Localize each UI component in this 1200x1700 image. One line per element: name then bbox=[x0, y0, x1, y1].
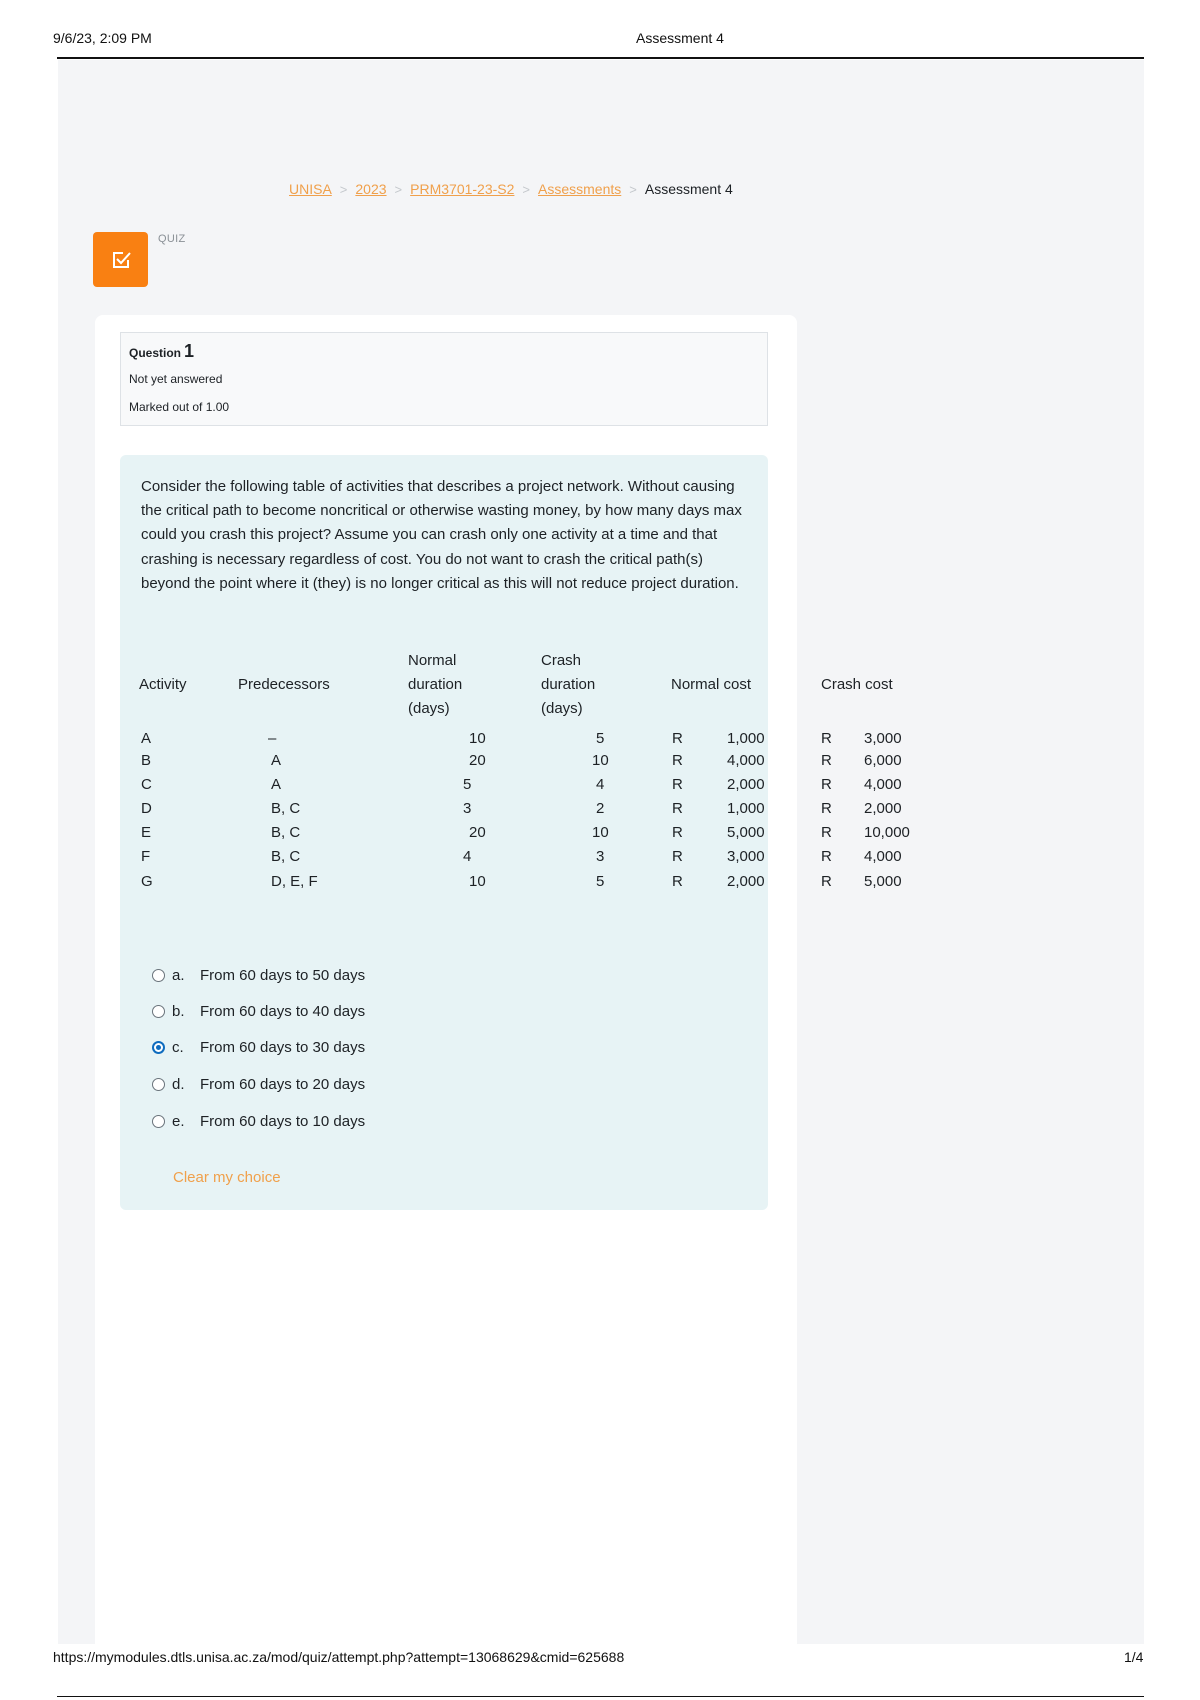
radio-button[interactable] bbox=[152, 1078, 165, 1091]
table-header-normal-duration-1: Normal bbox=[408, 652, 457, 669]
cell-predecessors: D, E, F bbox=[271, 873, 318, 890]
cell-currency: R bbox=[821, 873, 832, 890]
chevron-right-icon: > bbox=[629, 181, 637, 197]
cell-crash-cost: 3,000 bbox=[864, 730, 902, 747]
question-number: Question 1 bbox=[129, 341, 195, 361]
cell-normal-cost: 2,000 bbox=[727, 873, 765, 890]
question-grade: Marked out of 1.00 bbox=[129, 400, 230, 414]
cell-activity: E bbox=[141, 824, 152, 841]
clear-choice-link[interactable]: Clear my choice bbox=[173, 1169, 281, 1186]
cell-crash-duration: 5 bbox=[596, 873, 605, 890]
table-header-activity: Activity bbox=[139, 676, 187, 693]
cell-normal-cost: 1,000 bbox=[727, 730, 765, 747]
table-header-normal-cost: Normal cost bbox=[671, 676, 752, 693]
option-text: From 60 days to 40 days bbox=[200, 1003, 366, 1020]
cell-normal-duration: 10 bbox=[469, 873, 486, 890]
cell-currency: R bbox=[821, 752, 832, 769]
cell-currency: R bbox=[672, 848, 683, 865]
cell-crash-cost: 10,000 bbox=[864, 824, 910, 841]
question-text: Consider the following table of activities that describes a project network. Without causing the critical path to become noncritical or otherwise wasting money, by how many days max could you crash this project? Assume you can crash only one activity at a time and that crashing is necessary regardless of cost. You do not want to crash the critical path(s) beyond the point where it (they) is no longer critical as this will not reduce project duration. bbox=[141, 478, 742, 592]
header-divider bbox=[57, 57, 1144, 59]
cell-crash-cost: 2,000 bbox=[864, 800, 902, 817]
cell-currency: R bbox=[821, 800, 832, 817]
breadcrumb bbox=[289, 181, 733, 197]
cell-normal-duration: 10 bbox=[469, 730, 486, 747]
radio-button-selected[interactable] bbox=[152, 1041, 165, 1054]
cell-crash-duration: 5 bbox=[596, 730, 605, 747]
breadcrumb-link-course[interactable]: PRM3701-23-S2 bbox=[410, 181, 515, 197]
table-header-predecessors: Predecessors bbox=[238, 676, 330, 693]
activity-table bbox=[120, 455, 910, 1210]
option-letter: c. bbox=[172, 1039, 184, 1056]
answer-option-a[interactable] bbox=[152, 967, 365, 984]
cell-crash-duration: 3 bbox=[596, 848, 605, 865]
cell-crash-cost: 5,000 bbox=[864, 873, 902, 890]
option-text: From 60 days to 10 days bbox=[200, 1113, 366, 1130]
activity-type-label: QUIZ bbox=[158, 233, 186, 245]
cell-crash-duration: 10 bbox=[592, 752, 609, 769]
cell-crash-cost: 6,000 bbox=[864, 752, 902, 769]
cell-predecessors: B, C bbox=[271, 800, 301, 817]
cell-predecessors: A bbox=[271, 752, 282, 769]
cell-currency: R bbox=[821, 776, 832, 793]
cell-crash-cost: 4,000 bbox=[864, 776, 902, 793]
cell-normal-duration: 4 bbox=[463, 848, 472, 865]
chevron-right-icon: > bbox=[394, 181, 403, 197]
answer-option-e[interactable] bbox=[152, 1113, 365, 1130]
cell-activity: B bbox=[141, 752, 152, 769]
option-letter: d. bbox=[172, 1076, 185, 1093]
cell-predecessors: B, C bbox=[271, 848, 301, 865]
cell-activity: D bbox=[141, 800, 152, 817]
cell-currency: R bbox=[672, 776, 683, 793]
answer-option-d[interactable] bbox=[152, 1076, 365, 1093]
cell-activity: G bbox=[141, 873, 153, 890]
radio-button[interactable] bbox=[152, 969, 165, 982]
breadcrumb-current: Assessment 4 bbox=[644, 181, 733, 197]
chevron-right-icon: > bbox=[522, 181, 531, 197]
option-letter: a. bbox=[172, 967, 185, 984]
table-header-crash-duration-3: (days) bbox=[541, 700, 583, 717]
cell-normal-cost: 4,000 bbox=[727, 752, 765, 769]
cell-activity: C bbox=[141, 776, 152, 793]
option-text: From 60 days to 30 days bbox=[200, 1039, 366, 1056]
cell-crash-duration: 4 bbox=[596, 776, 605, 793]
table-header-normal-duration-3: (days) bbox=[408, 700, 450, 717]
cell-currency: R bbox=[672, 824, 683, 841]
footer-divider bbox=[57, 1696, 1144, 1697]
cell-currency: R bbox=[672, 730, 683, 747]
print-page-number: 1/4 bbox=[1124, 1649, 1144, 1665]
cell-predecessors: B, C bbox=[271, 824, 301, 841]
answer-option-c[interactable] bbox=[152, 1039, 365, 1056]
cell-predecessors: – bbox=[268, 730, 277, 747]
cell-normal-duration: 3 bbox=[463, 800, 472, 817]
quiz-checkbox-icon bbox=[93, 232, 148, 287]
print-date: 9/6/23, 2:09 PM bbox=[53, 30, 152, 46]
cell-currency: R bbox=[672, 873, 683, 890]
table-header-normal-duration-2: duration bbox=[408, 676, 463, 693]
option-letter: e. bbox=[172, 1113, 185, 1130]
option-text: From 60 days to 20 days bbox=[200, 1076, 366, 1093]
cell-currency: R bbox=[821, 730, 832, 747]
cell-currency: R bbox=[821, 824, 832, 841]
print-footer-url: https://mymodules.dtls.unisa.ac.za/mod/quiz/attempt.php?attempt=13068629&cmid=625688 bbox=[53, 1649, 625, 1665]
radio-button[interactable] bbox=[152, 1005, 165, 1018]
cell-normal-cost: 3,000 bbox=[727, 848, 765, 865]
cell-normal-duration: 5 bbox=[463, 776, 472, 793]
breadcrumb-link-year[interactable]: 2023 bbox=[355, 181, 387, 197]
option-text: From 60 days to 50 days bbox=[200, 967, 366, 984]
cell-normal-duration: 20 bbox=[469, 752, 486, 769]
radio-button[interactable] bbox=[152, 1115, 165, 1128]
table-header-crash-duration-2: duration bbox=[541, 676, 596, 693]
cell-predecessors: A bbox=[271, 776, 282, 793]
cell-activity: F bbox=[141, 848, 151, 865]
breadcrumb-link-assessments[interactable]: Assessments bbox=[538, 181, 622, 197]
cell-currency: R bbox=[672, 752, 683, 769]
cell-crash-duration: 10 bbox=[592, 824, 609, 841]
cell-currency: R bbox=[821, 848, 832, 865]
cell-normal-cost: 2,000 bbox=[727, 776, 765, 793]
question-state: Not yet answered bbox=[129, 372, 223, 386]
option-letter: b. bbox=[172, 1003, 185, 1020]
answer-option-b[interactable] bbox=[152, 1003, 365, 1020]
breadcrumb-link-unisa[interactable]: UNISA bbox=[289, 181, 332, 197]
question-info-box bbox=[120, 332, 768, 426]
cell-activity: A bbox=[141, 730, 152, 747]
cell-crash-cost: 4,000 bbox=[864, 848, 902, 865]
print-title: Assessment 4 bbox=[636, 30, 724, 46]
question-content bbox=[120, 455, 910, 1210]
table-header-crash-cost: Crash cost bbox=[821, 676, 893, 693]
cell-currency: R bbox=[672, 800, 683, 817]
cell-normal-duration: 20 bbox=[469, 824, 486, 841]
cell-normal-cost: 1,000 bbox=[727, 800, 765, 817]
chevron-right-icon: > bbox=[339, 181, 348, 197]
table-header-crash-duration-1: Crash bbox=[541, 652, 582, 669]
cell-normal-cost: 5,000 bbox=[727, 824, 765, 841]
cell-crash-duration: 2 bbox=[596, 800, 605, 817]
